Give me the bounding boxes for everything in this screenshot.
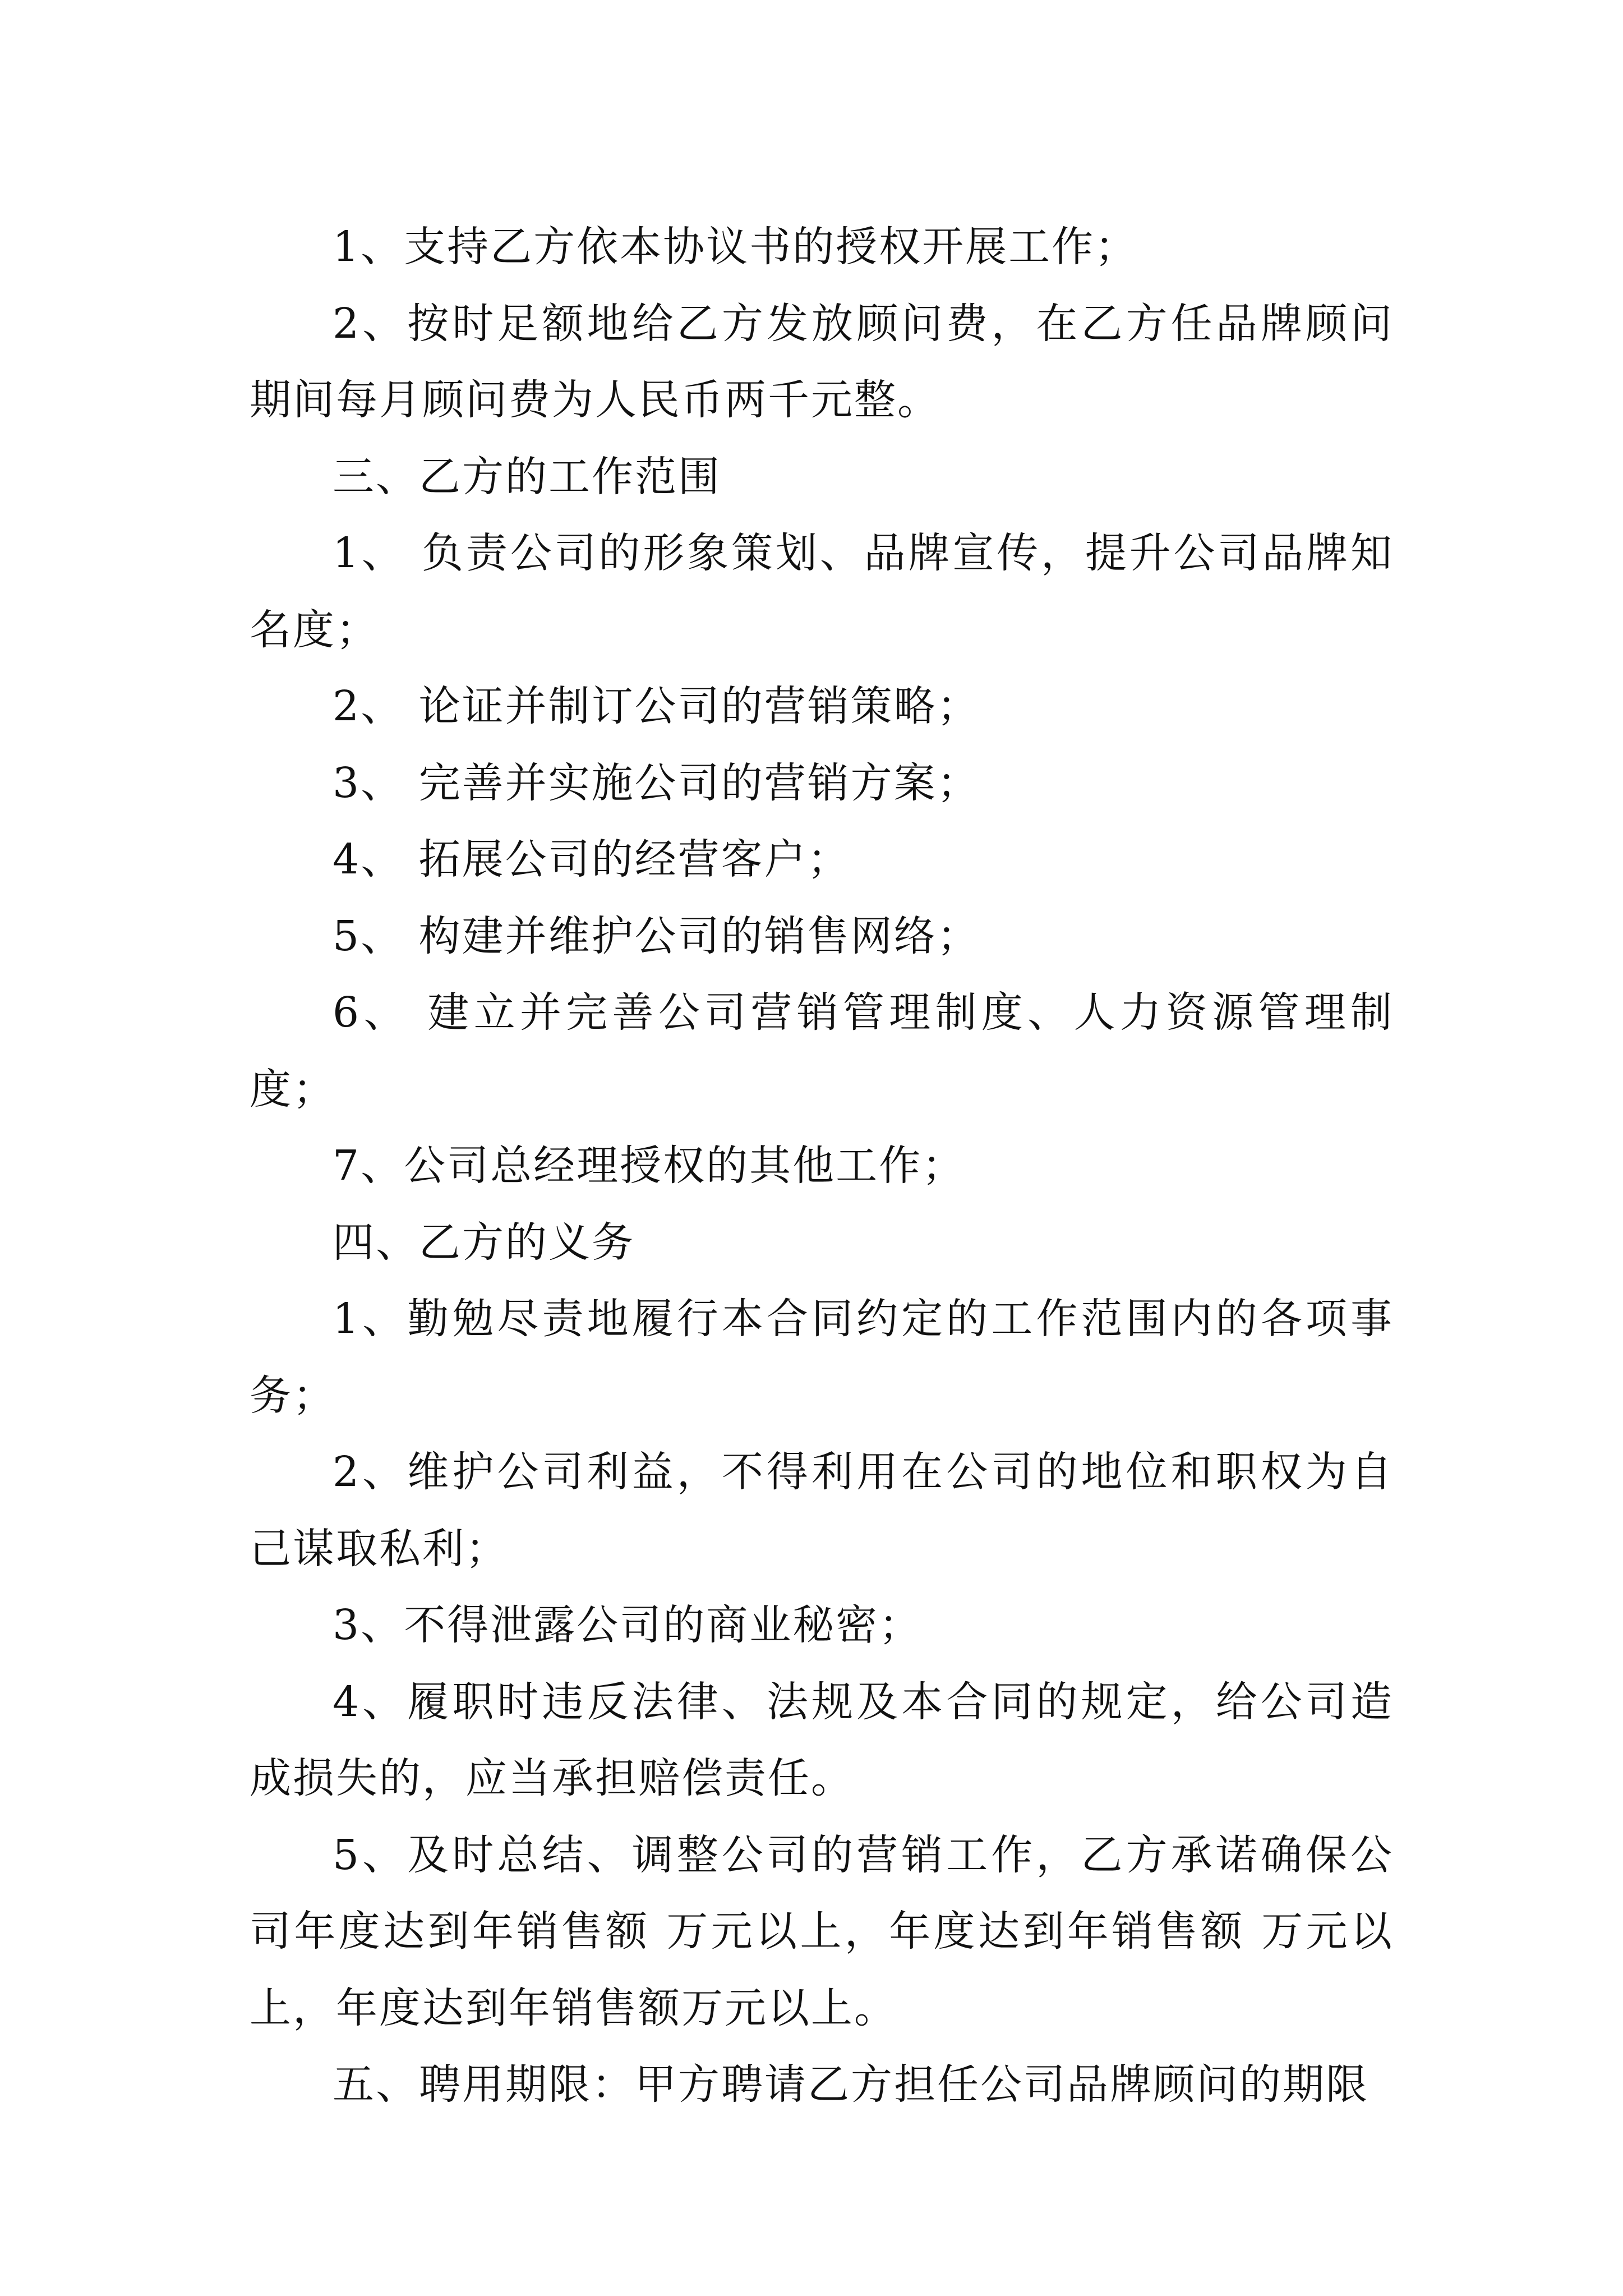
document-body xyxy=(250,209,1394,2123)
paragraph-party-a-duty-1: 1、支持乙方依本协议书的授权开展工作； xyxy=(333,223,1138,271)
paragraph-work-scope-4: 4、 拓展公司的经营客户； xyxy=(333,835,851,884)
paragraph-obligation-1: 1、勤勉尽责地履行本合同约定的工作范围内的各项事务； xyxy=(250,1295,1394,1420)
paragraph-obligation-2: 2、维护公司利益，不得利用在公司的地位和职权为自己谋取私利； xyxy=(250,1448,1394,1573)
paragraph-work-scope-2: 2、 论证并制订公司的营销策略； xyxy=(333,682,980,730)
paragraph-work-scope-5: 5、 构建并维护公司的销售网络； xyxy=(333,912,980,960)
paragraph-obligation-5: 5、及时总结、调整公司的营销工作，乙方承诺确保公司年度达到年销售额 万元以上，年度达到年销售额 万元以上，年度达到年销售额万元以上。 xyxy=(250,1830,1394,2032)
paragraph-work-scope-7: 7、公司总经理授权的其他工作； xyxy=(333,1142,966,1190)
section-heading-work-scope: 三、乙方的工作范围 xyxy=(333,452,721,501)
paragraph-party-a-duty-2: 2、按时足额地给乙方发放顾问费，在乙方任品牌顾问期间每月顾问费为人民币两千元整。 xyxy=(250,299,1394,424)
paragraph-work-scope-1: 1、 负责公司的形象策划、品牌宣传，提升公司品牌知名度； xyxy=(250,529,1394,654)
paragraph-work-scope-3: 3、 完善并实施公司的营销方案； xyxy=(333,758,980,807)
section-heading-party-b-obligations: 四、乙方的义务 xyxy=(333,1218,635,1267)
paragraph-obligation-4: 4、履职时违反法律、法规及本合同的规定，给公司造成损失的，应当承担赔偿责任。 xyxy=(250,1677,1394,1802)
section-heading-term: 五、聘用期限：甲方聘请乙方担任公司品牌顾问的期限 xyxy=(333,2060,1369,2109)
paragraph-obligation-3: 3、不得泄露公司的商业秘密； xyxy=(333,1601,923,1649)
paragraph-work-scope-6: 6、 建立并完善公司营销管理制度、人力资源管理制度； xyxy=(250,988,1394,1114)
